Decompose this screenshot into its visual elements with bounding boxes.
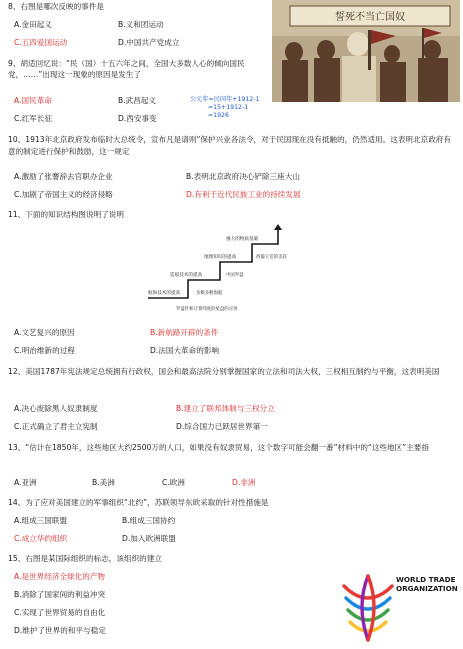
q11-option-a: A.文艺复兴的原因 — [14, 328, 75, 337]
q12-option-d: D.综合国力已跃居世界第一 — [176, 422, 268, 431]
flow-side-1: 多桅多帆海船 — [196, 291, 223, 296]
q8-stem: 8、右图是哪次反映的事件是 — [8, 2, 104, 11]
flow-bottom: 罗盘针和计算纬度的星盘的应用 — [176, 307, 238, 312]
q10-option-b: B.表明北京政府决心铲除三座大山 — [186, 172, 300, 181]
q12-option-c: C.正式确立了君主立宪制 — [14, 422, 98, 431]
q14-option-c-answer: C.成立华约组织 — [14, 534, 68, 543]
q9-option-a-answer: A.国民革命 — [14, 96, 52, 105]
q12-stem: 12、美国1787年宪法规定总统拥有行政权，国会和最高法院分别掌握国家的立法和司法大权，三权相互制约与平衡，这表明美国 — [8, 367, 440, 376]
flow-step-4: 强大的物质基础 — [226, 237, 259, 242]
flow-step-2: 造船技术的提高 — [170, 273, 203, 278]
q14-option-a: A.组成三国联盟 — [14, 516, 68, 525]
flow-step-1: 航海技术的提高 — [148, 291, 181, 296]
q13-option-d-answer: D.非洲 — [232, 478, 256, 487]
q15-option-c: C.实现了世界贸易的自由化 — [14, 608, 106, 617]
q10-stem: 10、1913年北京政府发布临时大总统令，宣布凡是请则“保护兴业各法令，对于民国现在没有抵触的，仍然适用。这表明北京政府有意的制定进行保护和鼓励，这一规定 — [8, 135, 451, 156]
poster-banner-text: 誓死不当亡国奴 — [335, 12, 405, 23]
protest-poster-image — [272, 0, 460, 102]
q15-option-b: B.消除了国家间的利益冲突 — [14, 590, 106, 599]
q10-option-a: A.激励了张謇辞去官职办企业 — [14, 172, 113, 181]
flow-side-2: 中国罗盘 — [226, 273, 244, 278]
q9-option-b: B.武昌起义 — [118, 96, 156, 105]
q14-option-b: B.组成三国协约 — [122, 516, 176, 525]
knowledge-structure-diagram — [140, 222, 300, 312]
q9-note-line-2: =15+1912-1 — [208, 104, 249, 111]
q15-stem: 15、右图是某国际组织的标志，该组织的建立 — [8, 554, 162, 563]
q9-stem: 9、胡适回忆说：“民（国）十五六年之间，全国大多数人心的倾向国民党，……”出现这一现象的原因是发生了 — [8, 59, 245, 79]
q15-option-d: D.维护了世界的和平与稳定 — [14, 626, 106, 635]
q8-option-a: A.金田起义 — [14, 20, 52, 29]
wto-text-line-2: ORGANIZATION — [396, 584, 458, 593]
q10-option-d-answer: D.有利于近代民族工业的持续发展 — [186, 190, 301, 199]
q15-option-a-answer: A.是世界经济全球化的产物 — [14, 572, 106, 581]
q12-option-a: A.决心废除黑人奴隶制度 — [14, 404, 98, 413]
q9-option-d: D.西安事变 — [118, 114, 157, 123]
q10-option-c: C.加剧了帝国主义的经济侵略 — [14, 190, 113, 199]
q13-option-a: A.亚洲 — [14, 478, 37, 487]
q13-option-b: B.美洲 — [92, 478, 115, 487]
q9-option-c: C.红军长征 — [14, 114, 53, 123]
q13-option-c: C.欧洲 — [162, 478, 185, 487]
wto-logo — [338, 566, 458, 646]
q11-option-b-answer: B.新航路开辟的条件 — [150, 328, 219, 337]
q8-option-b: B.义和团运动 — [118, 20, 164, 29]
q14-stem: 14、为了应对美国建立的军事组织“北约”，苏联领导东欧采取的针对性措施是 — [8, 498, 269, 507]
q9-note-line-1: 公元年=民国年+1912-1 — [190, 96, 260, 103]
q11-stem: 11、下面的知识结构图说明了说明 — [8, 210, 124, 219]
q11-option-d: D.法国大革命的影响 — [150, 346, 220, 355]
flow-step-3: 地理知识的提高 — [204, 255, 237, 260]
q8-option-d: D.中国共产党成立 — [118, 38, 180, 47]
q13-stem: 13、“估计在1850年，这些地区大约2500万的人口，如果没有奴隶贸易，这个数字可能会翻一番”材料中的“这些地区”主要指 — [8, 443, 429, 452]
q12-option-b-answer: B.建立了联邦体制与三权分立 — [176, 404, 275, 413]
wto-text-line-1: WORLD TRADE — [396, 575, 456, 584]
flow-side-3: 西葡王室的支持 — [256, 255, 287, 260]
q14-option-d: D.加入欧洲联盟 — [122, 534, 176, 543]
q11-option-c: C.明治维新的过程 — [14, 346, 75, 355]
q8-option-c-answer: C.五四爱国运动 — [14, 38, 68, 47]
q9-note-line-3: =1926 — [208, 112, 229, 119]
